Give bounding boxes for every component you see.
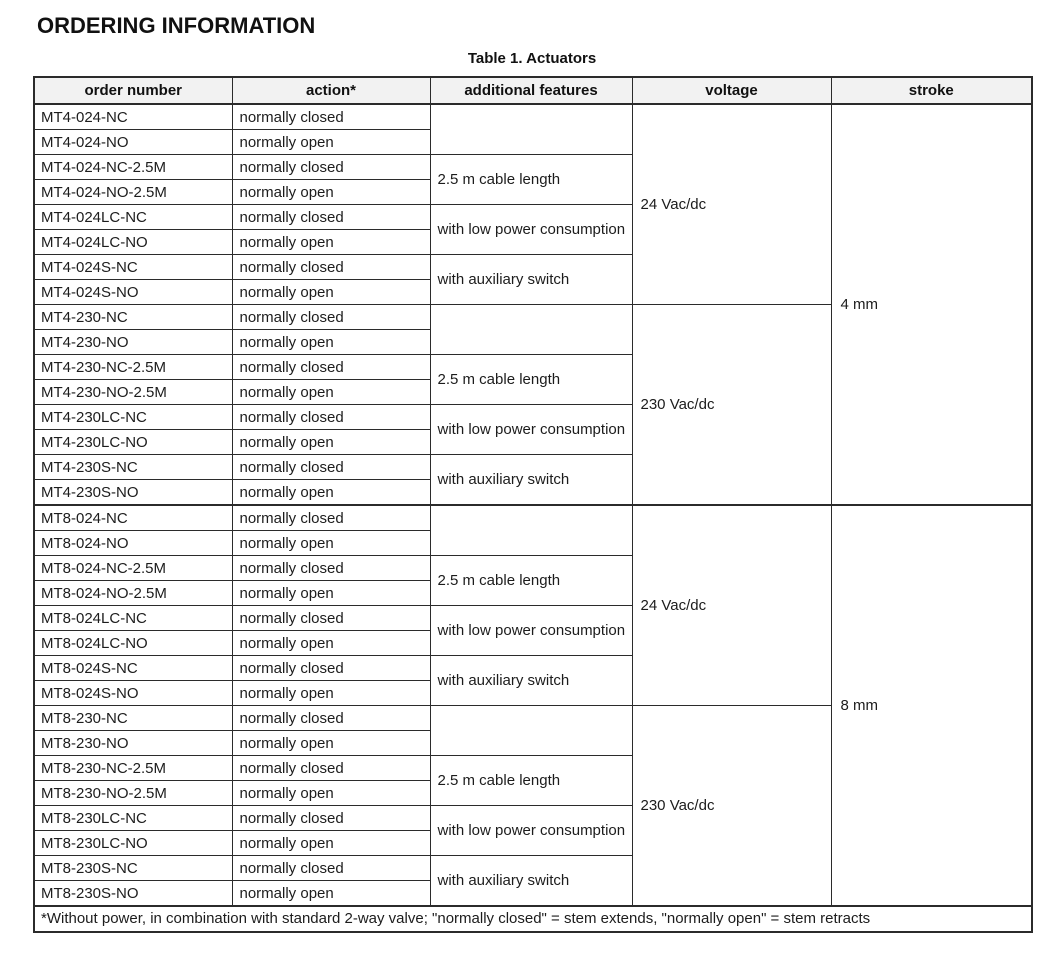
table-footnote: *Without power, in combination with standard 2-way valve; "normally closed" = stem extends, "normally open" = stem retracts bbox=[34, 906, 1032, 932]
action-cell: normally closed bbox=[232, 205, 430, 230]
action-cell: normally closed bbox=[232, 656, 430, 681]
table-body bbox=[34, 104, 1032, 906]
order-number-cell: MT4-230-NC-2.5M bbox=[34, 355, 232, 380]
order-number-cell: MT4-230S-NO bbox=[34, 480, 232, 506]
order-number-cell: MT4-230-NC bbox=[34, 305, 232, 330]
voltage-cell: 24 Vac/dc bbox=[632, 104, 831, 305]
order-number-cell: MT8-230-NC bbox=[34, 706, 232, 731]
header-additional-features: additional features bbox=[430, 77, 632, 104]
action-cell: normally closed bbox=[232, 505, 430, 531]
additional-features-cell: with auxiliary switch bbox=[430, 255, 632, 305]
action-cell: normally open bbox=[232, 380, 430, 405]
order-number-cell: MT4-024LC-NC bbox=[34, 205, 232, 230]
action-cell: normally open bbox=[232, 781, 430, 806]
action-cell: normally closed bbox=[232, 405, 430, 430]
actuators-table bbox=[33, 76, 1033, 933]
order-number-cell: MT4-024S-NO bbox=[34, 280, 232, 305]
order-number-cell: MT4-230LC-NC bbox=[34, 405, 232, 430]
action-cell: normally closed bbox=[232, 756, 430, 781]
action-cell: normally open bbox=[232, 480, 430, 506]
action-cell: normally open bbox=[232, 430, 430, 455]
action-cell: normally open bbox=[232, 881, 430, 907]
action-cell: normally closed bbox=[232, 606, 430, 631]
additional-features-cell: with auxiliary switch bbox=[430, 856, 632, 907]
order-number-cell: MT8-230S-NO bbox=[34, 881, 232, 907]
action-cell: normally closed bbox=[232, 255, 430, 280]
header-action: action* bbox=[232, 77, 430, 104]
action-cell: normally open bbox=[232, 130, 430, 155]
order-number-cell: MT4-230-NO-2.5M bbox=[34, 380, 232, 405]
table-caption: Table 1. Actuators bbox=[467, 50, 597, 67]
header-order-number: order number bbox=[34, 77, 232, 104]
table-row bbox=[34, 104, 1032, 130]
action-cell: normally closed bbox=[232, 806, 430, 831]
action-cell: normally open bbox=[232, 531, 430, 556]
action-cell: normally closed bbox=[232, 556, 430, 581]
order-number-cell: MT4-230S-NC bbox=[34, 455, 232, 480]
order-number-cell: MT8-230LC-NC bbox=[34, 806, 232, 831]
order-number-cell: MT8-230LC-NO bbox=[34, 831, 232, 856]
voltage-cell: 230 Vac/dc bbox=[632, 706, 831, 907]
order-number-cell: MT8-230-NO-2.5M bbox=[34, 781, 232, 806]
order-number-cell: MT4-024-NO-2.5M bbox=[34, 180, 232, 205]
action-cell: normally closed bbox=[232, 355, 430, 380]
header-voltage: voltage bbox=[632, 77, 831, 104]
order-number-cell: MT8-230-NC-2.5M bbox=[34, 756, 232, 781]
additional-features-cell: 2.5 m cable length bbox=[430, 556, 632, 606]
order-number-cell: MT8-230S-NC bbox=[34, 856, 232, 881]
additional-features-cell: with low power consumption bbox=[430, 606, 632, 656]
additional-features-cell bbox=[430, 505, 632, 556]
order-number-cell: MT8-024S-NC bbox=[34, 656, 232, 681]
action-cell: normally closed bbox=[232, 455, 430, 480]
additional-features-cell bbox=[430, 305, 632, 355]
order-number-cell: MT8-024-NO-2.5M bbox=[34, 581, 232, 606]
action-cell: normally closed bbox=[232, 856, 430, 881]
order-number-cell: MT4-230-NO bbox=[34, 330, 232, 355]
stroke-cell: 8 mm bbox=[831, 505, 1032, 906]
header-stroke: stroke bbox=[831, 77, 1032, 104]
additional-features-cell: with auxiliary switch bbox=[430, 455, 632, 506]
action-cell: normally closed bbox=[232, 104, 430, 130]
order-number-cell: MT8-024-NC-2.5M bbox=[34, 556, 232, 581]
page-title: ORDERING INFORMATION bbox=[37, 13, 316, 38]
order-number-cell: MT4-024-NC bbox=[34, 104, 232, 130]
additional-features-cell: with low power consumption bbox=[430, 405, 632, 455]
voltage-cell: 24 Vac/dc bbox=[632, 505, 831, 706]
action-cell: normally open bbox=[232, 180, 430, 205]
additional-features-cell: 2.5 m cable length bbox=[430, 756, 632, 806]
action-cell: normally open bbox=[232, 681, 430, 706]
action-cell: normally closed bbox=[232, 155, 430, 180]
table-row bbox=[34, 505, 1032, 531]
additional-features-cell bbox=[430, 706, 632, 756]
order-number-cell: MT8-024-NO bbox=[34, 531, 232, 556]
action-cell: normally open bbox=[232, 731, 430, 756]
order-number-cell: MT4-024-NC-2.5M bbox=[34, 155, 232, 180]
action-cell: normally open bbox=[232, 280, 430, 305]
additional-features-cell: 2.5 m cable length bbox=[430, 155, 632, 205]
action-cell: normally open bbox=[232, 581, 430, 606]
action-cell: normally open bbox=[232, 631, 430, 656]
footnote-row bbox=[34, 906, 1032, 932]
order-number-cell: MT8-024S-NO bbox=[34, 681, 232, 706]
action-cell: normally closed bbox=[232, 706, 430, 731]
action-cell: normally closed bbox=[232, 305, 430, 330]
additional-features-cell bbox=[430, 104, 632, 155]
order-number-cell: MT8-024LC-NC bbox=[34, 606, 232, 631]
stroke-cell: 4 mm bbox=[831, 104, 1032, 505]
voltage-cell: 230 Vac/dc bbox=[632, 305, 831, 506]
additional-features-cell: with low power consumption bbox=[430, 806, 632, 856]
additional-features-cell: 2.5 m cable length bbox=[430, 355, 632, 405]
order-number-cell: MT4-024-NO bbox=[34, 130, 232, 155]
order-number-cell: MT4-024LC-NO bbox=[34, 230, 232, 255]
action-cell: normally open bbox=[232, 330, 430, 355]
order-number-cell: MT8-230-NO bbox=[34, 731, 232, 756]
additional-features-cell: with auxiliary switch bbox=[430, 656, 632, 706]
order-number-cell: MT8-024-NC bbox=[34, 505, 232, 531]
action-cell: normally open bbox=[232, 831, 430, 856]
header-row bbox=[34, 77, 1032, 104]
order-number-cell: MT8-024LC-NO bbox=[34, 631, 232, 656]
order-number-cell: MT4-230LC-NO bbox=[34, 430, 232, 455]
action-cell: normally open bbox=[232, 230, 430, 255]
additional-features-cell: with low power consumption bbox=[430, 205, 632, 255]
order-number-cell: MT4-024S-NC bbox=[34, 255, 232, 280]
